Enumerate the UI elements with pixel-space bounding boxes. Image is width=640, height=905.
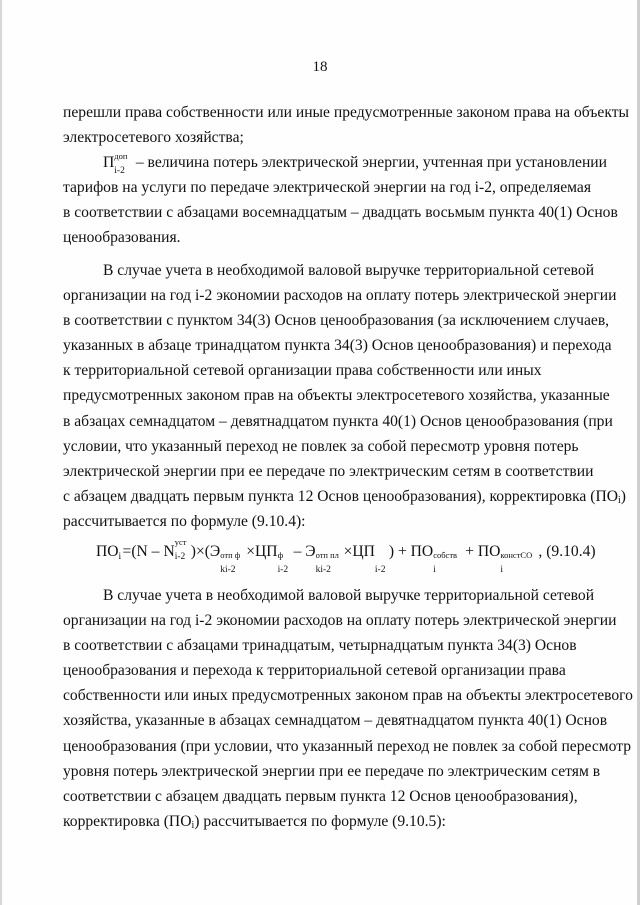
paragraph-case-1: [63, 258, 626, 534]
text-line: указанных в абзаце тринадцатом пункта 34(3) Основ ценообразования) и перехода: [63, 337, 612, 355]
paragraph-definition: [63, 150, 618, 250]
text-line: перешли права собственности или иные предусмотренные законом права на объекты: [63, 104, 629, 121]
symbol-p-dop: П доп i-2: [103, 151, 128, 176]
text-line: тарифов на услуги по передаче электрической энергии на год i-2, определяемая: [63, 179, 592, 197]
text-line: В случае учета в необходимой валовой выручке территориальной сетевой: [103, 262, 595, 279]
text-line: предусмотренных законом прав на объекты электросетевого хозяйства, указанные: [63, 387, 610, 405]
text-line: соответствии с абзацем двадцать первым пункта 12 Основ ценообразования),: [63, 787, 578, 805]
text-line: организации на год i-2 экономии расходов на оплату потерь электрической энергии: [63, 612, 617, 630]
formula-n-ust: N уст i-2: [163, 537, 187, 562]
text-line: уровня потерь электрической энергии при ее передаче по электрическим сетям в: [63, 762, 601, 780]
text-line: электрической энергии при ее передаче по электрическим сетям в соответствии: [63, 462, 594, 480]
text-line: условии, что указанный переход не повлек за собой пересмотр уровня потерь: [63, 437, 579, 455]
text-line: П доп i-2 – величина потерь электрической энергии, учтенная при установлении: [103, 151, 607, 176]
text-line: электросетевого хозяйства;: [63, 129, 244, 147]
text-line: в абзацах семнадцатом – девятнадцатом пункта 40(1) Основ ценообразования (при: [63, 412, 613, 430]
text-line: корректировка (ПО i ) рассчитывается по формуле (9.10.5):: [63, 812, 446, 831]
text-line: ценообразования.: [63, 229, 181, 247]
formula-number: , (9.10.4): [538, 543, 596, 560]
formula-lhs: ПО i: [96, 543, 122, 562]
text-line: ценообразования и перехода к территориальной сетевой организации права: [63, 662, 566, 680]
text-line: в соответствии с пунктом 34(3) Основ ценообразования (за исключением случаев,: [63, 312, 610, 330]
text-line: с абзацем двадцать первым пункта 12 Основ ценообразования), корректировка (ПО i ): [63, 487, 626, 506]
text-line: рассчитывается по формуле (9.10.4):: [63, 512, 306, 530]
text-line: к территориальной сетевой организации права собственности или иных: [63, 362, 542, 380]
paragraph-continuation: [63, 100, 629, 150]
text-line: в соответствии с абзацами восемнадцатым – двадцать восьмым пункта 40(1) Основ: [63, 204, 618, 222]
page-number: 18: [312, 59, 328, 75]
paragraph-case-2: [63, 583, 633, 834]
text-line: ценообразования (при условии, что указанный переход не повлек за собой пересмотр: [63, 737, 632, 755]
scan-edge-left: [0, 0, 2, 905]
formula-9-10-4: ПО i =(N – N уст i-2 )×(Э отп ф ki-2 ×ЦП ф i-2 – Э отп пл ki-2 ×ЦП i-2 ) + ПО собств i + ПО констСО i , (9.10.4): [96, 537, 596, 575]
text-line: хозяйства, указанные в абзацах семнадцатом – девятнадцатом пункта 40(1) Основ: [63, 712, 608, 730]
text-line: в соответствии с абзацами тринадцатым, четырнадцатым пункта 34(3) Основ: [63, 637, 577, 655]
text-line: В случае учета в необходимой валовой выручке территориальной сетевой: [103, 587, 595, 604]
text-line: собственности или иных предусмотренных законом прав на объекты электросетевого: [63, 687, 633, 705]
text-line: организации на год i-2 экономии расходов на оплату потерь электрической энергии: [63, 287, 617, 305]
